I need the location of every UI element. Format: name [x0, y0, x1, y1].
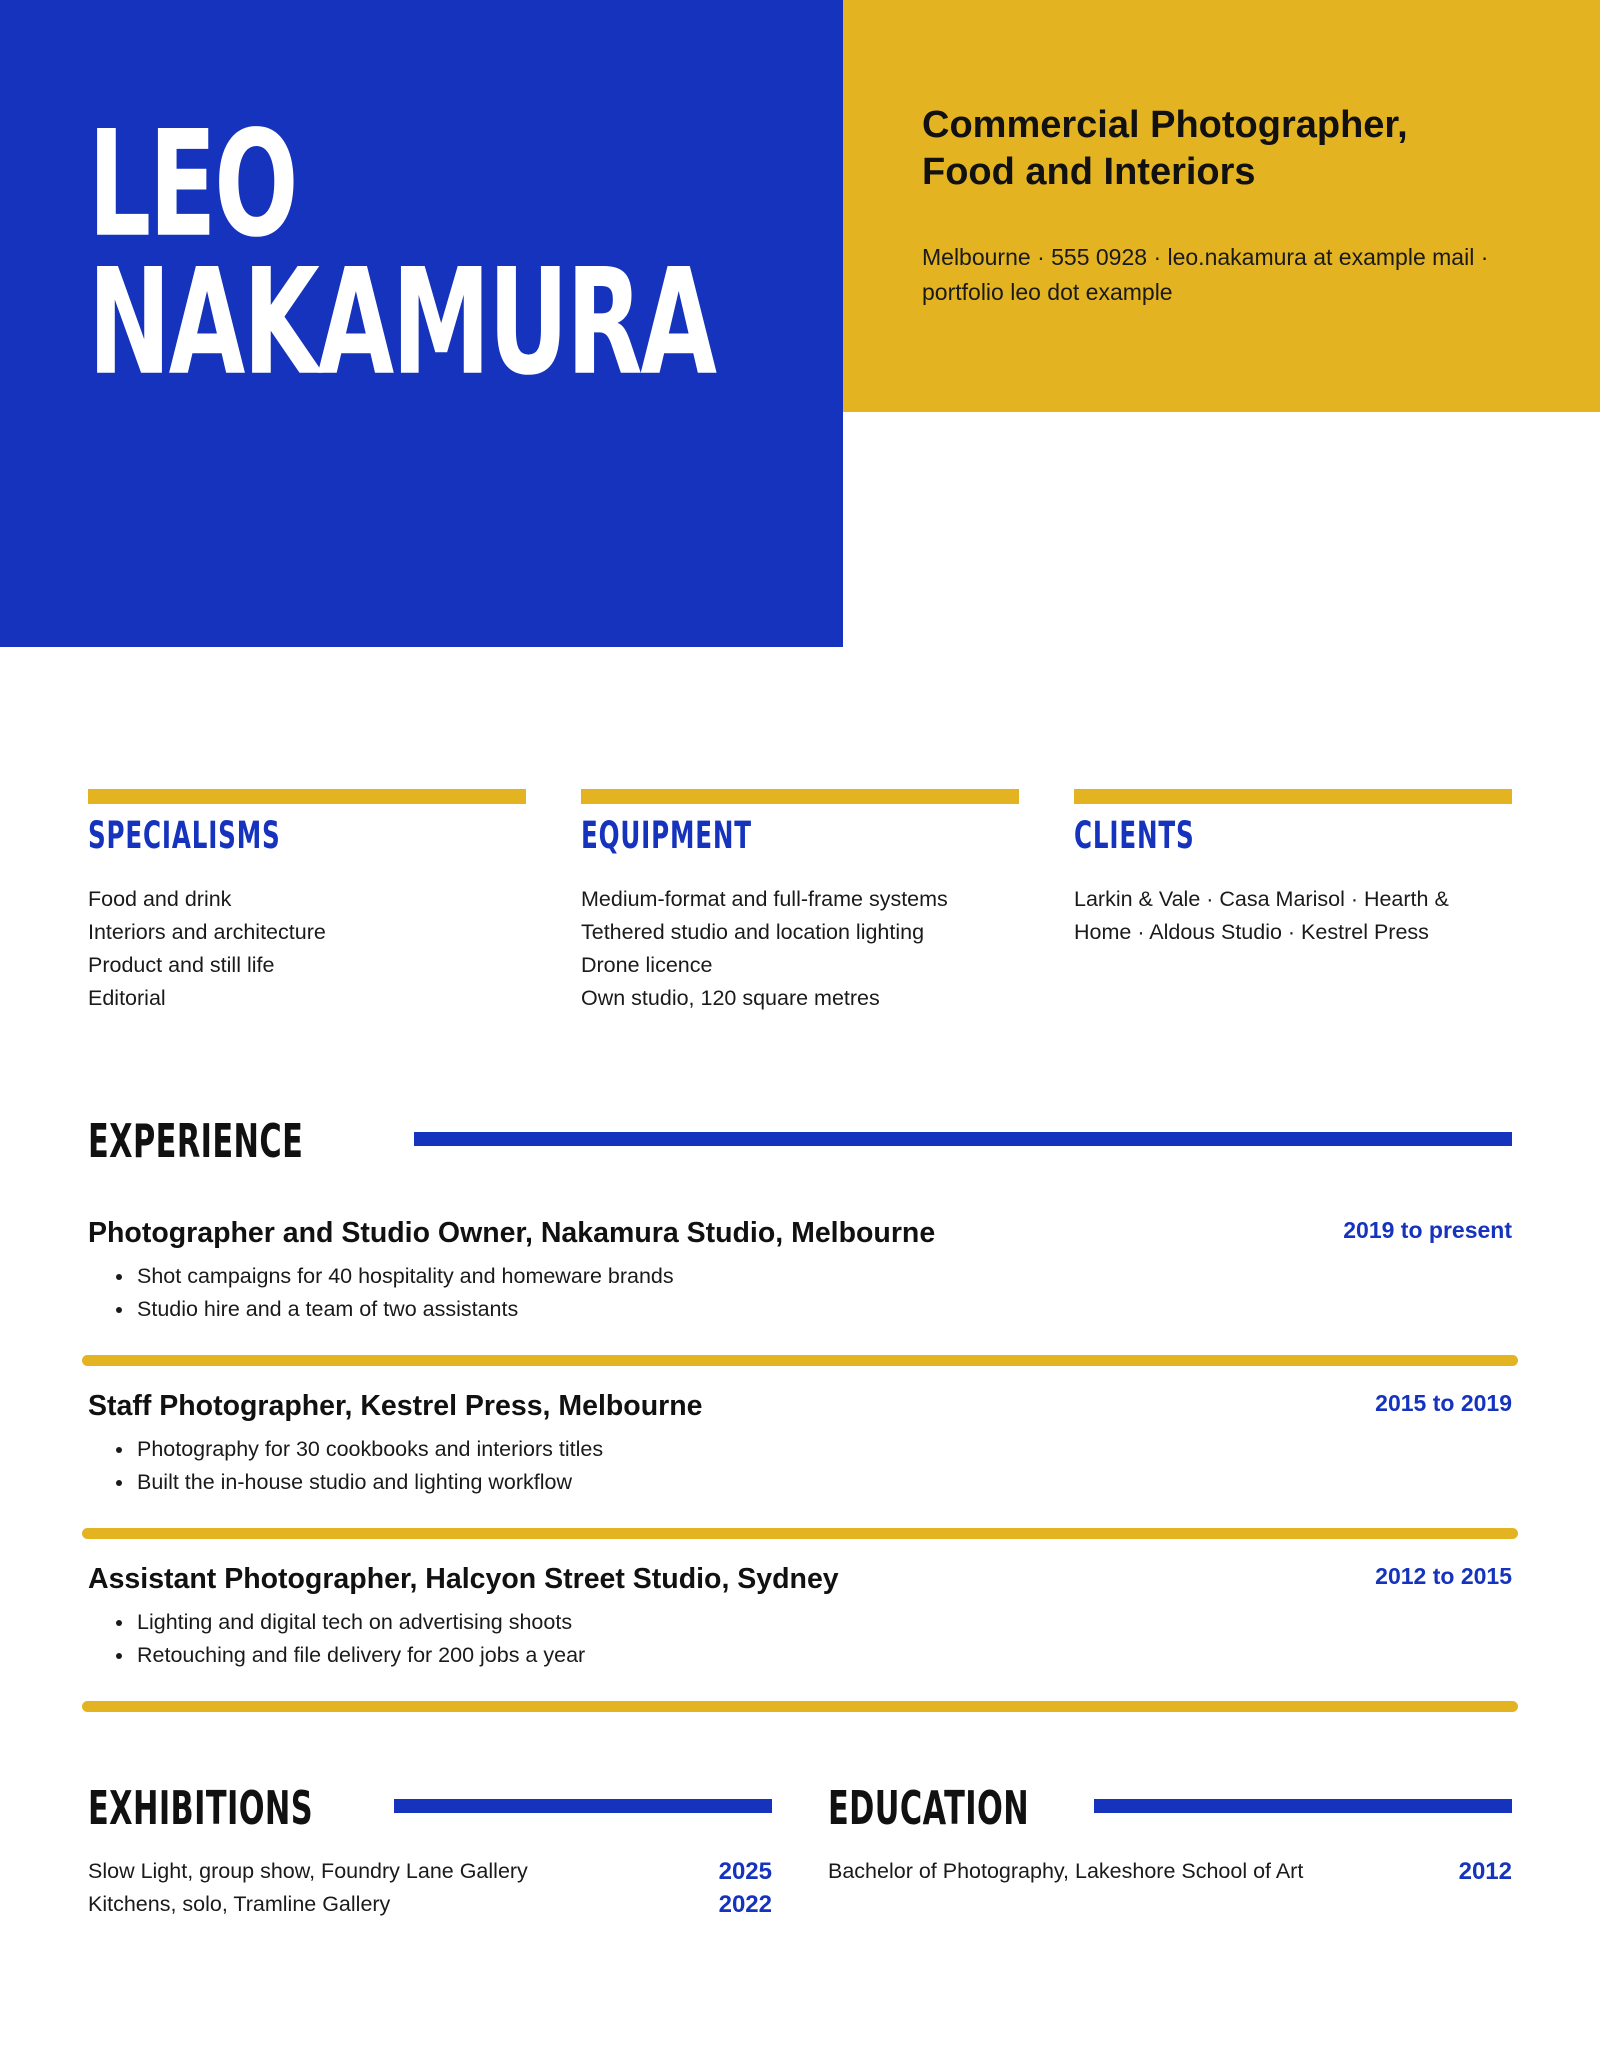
education-rule [1094, 1799, 1512, 1813]
contact-info: Melbourne · 555 0928 · leo.nakamura at example mail · portfolio leo dot example [922, 244, 1489, 305]
list-item: • Retouching and file delivery for 200 jobs a year [135, 1639, 585, 1672]
list-item: Tethered studio and location lighting [581, 920, 925, 944]
professional-title [922, 102, 1562, 196]
name-first: LEO [88, 100, 297, 271]
job-title-2: Staff Photographer, Kestrel Press, Melbourne [88, 1390, 703, 1422]
list-item: Food and drink [88, 887, 232, 911]
list-item: • Built the in-house studio and lighting workflow [135, 1466, 603, 1499]
exhibition-year: 2025 [718, 1858, 772, 1885]
clients-text: Larkin & Vale · Casa Marisol · Hearth & Home · Aldous Studio · Kestrel Press [1074, 887, 1449, 944]
list-item: Editorial [88, 986, 166, 1010]
exhibition-entry: Kitchens, solo, Tramline Gallery [88, 1892, 391, 1916]
exhibition-year: 2022 [718, 1891, 772, 1918]
experience-rule [414, 1132, 1512, 1146]
specialisms-list [88, 883, 326, 1015]
exhibitions-rule [394, 1799, 772, 1813]
list-item: Medium-format and full-frame systems [581, 887, 948, 911]
list-item: Drone licence [581, 953, 713, 977]
list-item: • Shot campaigns for 40 hospitality and homeware brands [135, 1260, 674, 1293]
list-item: • Lighting and digital tech on advertising shoots [135, 1606, 585, 1639]
job-bullets-3 [112, 1606, 585, 1672]
clients-bar [1074, 789, 1512, 804]
title-line-2: Food and Interiors [922, 151, 1256, 193]
equipment-list [581, 883, 948, 1015]
exhibitions-heading: EXHIBITIONS [88, 1781, 314, 1836]
specialisms-bar [88, 789, 526, 804]
job-dates-3: 2012 to 2015 [1375, 1563, 1512, 1589]
job-bullets-2 [112, 1433, 603, 1499]
job-dates-2: 2015 to 2019 [1375, 1390, 1512, 1416]
equipment-bar [581, 789, 1019, 804]
specialisms-heading: SPECIALISMS [88, 814, 281, 858]
exhibition-entry: Slow Light, group show, Foundry Lane Gallery [88, 1859, 528, 1883]
education-entry: Bachelor of Photography, Lakeshore School of Art [828, 1859, 1304, 1883]
experience-heading: EXPERIENCE [88, 1114, 304, 1169]
title-panel [843, 0, 1600, 412]
divider [82, 1355, 1518, 1366]
list-item: Product and still life [88, 953, 275, 977]
divider [82, 1701, 1518, 1712]
divider [82, 1528, 1518, 1539]
clients-heading: CLIENTS [1074, 814, 1195, 858]
job-title-3: Assistant Photographer, Halcyon Street Studio, Sydney [88, 1563, 839, 1595]
education-heading: EDUCATION [828, 1781, 1030, 1836]
title-line-1: Commercial Photographer, [922, 104, 1408, 146]
list-item: • Photography for 30 cookbooks and interiors titles [135, 1433, 603, 1466]
name-last: NAKAMURA [88, 238, 715, 409]
list-item: • Studio hire and a team of two assistants [135, 1293, 674, 1326]
equipment-heading: EQUIPMENT [581, 814, 752, 858]
job-bullets-1 [112, 1260, 674, 1326]
job-title-1: Photographer and Studio Owner, Nakamura Studio, Melbourne [88, 1217, 936, 1249]
job-dates-1: 2019 to present [1343, 1217, 1512, 1243]
list-item: Interiors and architecture [88, 920, 326, 944]
education-year: 2012 [1458, 1858, 1512, 1885]
list-item: Own studio, 120 square metres [581, 986, 880, 1010]
